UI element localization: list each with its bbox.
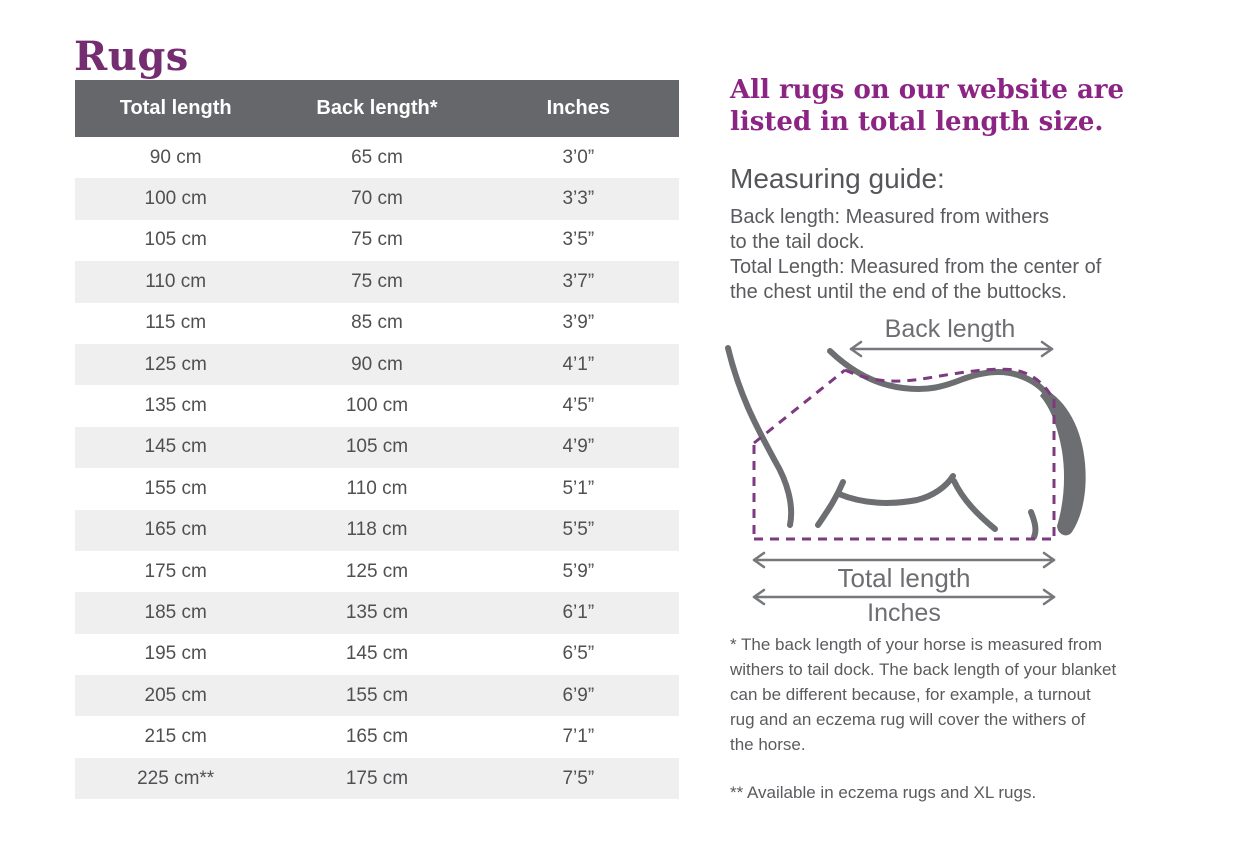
table-cell: 65 cm: [351, 146, 403, 168]
table-cell: 5’5”: [562, 519, 595, 541]
text-line: Total Length: Measured from the center of: [730, 256, 1102, 278]
back-length-arrow: [851, 342, 1052, 356]
table-row: [75, 261, 679, 302]
table-row: [75, 592, 679, 633]
table-cell: 125 cm: [144, 353, 207, 375]
table-cell: 135 cm: [144, 395, 207, 417]
table-cell: 105 cm: [345, 436, 409, 458]
column-header-inches: Inches: [546, 97, 610, 119]
column-header-total-length: Total length: [119, 97, 232, 119]
table-cell: 225 cm**: [137, 767, 215, 789]
table-cell: 70 cm: [351, 188, 403, 210]
table-cell: 7’5”: [562, 767, 595, 789]
footnote-back-length: [730, 632, 1170, 757]
table-cell: 6’5”: [562, 643, 595, 665]
table-row: [75, 675, 679, 716]
table-cell: 85 cm: [351, 312, 403, 334]
table-row: [75, 178, 679, 219]
table-cell: 3’9”: [562, 312, 595, 334]
horse-hind-leg-line: [954, 481, 995, 529]
horse-front-leg-line: [818, 482, 843, 525]
table-cell: 175 cm: [345, 767, 409, 789]
table-row: [75, 427, 679, 468]
horse-back-line: [830, 351, 1049, 397]
table-cell: 135 cm: [345, 601, 409, 623]
table-cell: 205 cm: [144, 684, 207, 706]
table-cell: 155 cm: [345, 684, 409, 706]
text-line: can be different because, for example, a turnout: [730, 685, 1091, 704]
table-header: [75, 80, 679, 137]
table-cell: 5’1”: [562, 477, 595, 499]
table-cell: 118 cm: [346, 519, 408, 541]
table-cell: 4’9”: [562, 436, 595, 458]
table-cell: 3’7”: [562, 270, 595, 292]
text-line: the chest until the end of the buttocks.: [730, 281, 1067, 303]
table-body: [75, 137, 679, 799]
table-cell: 195 cm: [144, 643, 207, 665]
table-cell: 155 cm: [144, 477, 207, 499]
page-title: Rugs: [74, 32, 189, 80]
table-row: [75, 716, 679, 757]
table-cell: 165 cm: [345, 726, 409, 748]
table-row: [75, 137, 679, 178]
table-cell: 6’1”: [562, 601, 595, 623]
table-cell: 115 cm: [145, 312, 207, 334]
table-cell: 3’5”: [562, 229, 595, 251]
table-cell: 4’1”: [562, 353, 595, 375]
table-row: [75, 634, 679, 675]
table-cell: 145 cm: [144, 436, 207, 458]
text-line: Back length: Measured from withers: [730, 206, 1050, 228]
table-row: [75, 468, 679, 509]
table-cell: 5’9”: [562, 560, 595, 582]
table-cell: 4’5”: [562, 395, 595, 417]
table-cell: 145 cm: [345, 643, 409, 665]
table-cell: 165 cm: [144, 519, 207, 541]
table-row: [75, 344, 679, 385]
table-row: [75, 758, 679, 799]
table-cell: 105 cm: [144, 229, 207, 251]
rug-chest-diagonal-dashed: [754, 370, 845, 443]
measuring-guide-title: Measuring guide:: [730, 163, 945, 194]
table-row: [75, 220, 679, 261]
table-cell: 110 cm: [346, 477, 408, 499]
column-header-back-length: Back length*: [316, 97, 438, 119]
table-cell: 7’1”: [562, 726, 595, 748]
footnote-availability: ** Available in eczema rugs and XL rugs.: [730, 783, 1037, 802]
horse-outline: [728, 348, 1049, 537]
table-row: [75, 303, 679, 344]
inches-label: Inches: [867, 599, 941, 627]
table-row: [75, 385, 679, 426]
text-line: rug and an eczema rug will cover the withers of: [730, 710, 1086, 729]
table-cell: 75 cm: [351, 229, 403, 251]
table-cell: 75 cm: [351, 270, 403, 292]
table-cell: 125 cm: [345, 560, 409, 582]
table-cell: 100 cm: [144, 188, 207, 210]
table-cell: 3’0”: [562, 146, 595, 168]
table-cell: 6’9”: [562, 684, 595, 706]
text-line: * The back length of your horse is measured from: [730, 635, 1102, 654]
table-cell: 90 cm: [149, 146, 202, 168]
table-row: [75, 551, 679, 592]
table-cell: 100 cm: [345, 395, 409, 417]
text-line: the horse.: [730, 735, 806, 754]
headline: All rugs on our website are listed in total length size.: [730, 75, 1125, 137]
table-cell: 90 cm: [351, 353, 403, 375]
horse-hind-pastern-line: [1031, 512, 1035, 537]
table-cell: 215 cm: [144, 726, 207, 748]
total-length-label: Total length: [837, 563, 971, 593]
text-line: withers to tail dock. The back length of your blanket: [730, 660, 1117, 679]
table-row: [75, 510, 679, 551]
table-cell: 185 cm: [144, 601, 207, 623]
text-line: to the tail dock.: [730, 231, 865, 253]
table-header-row: [75, 80, 679, 137]
back-length-label: Back length: [884, 315, 1016, 343]
table-cell: 110 cm: [145, 270, 207, 292]
rug-size-table: [75, 80, 679, 799]
measuring-guide-text: [730, 205, 1170, 305]
horse-neck-line: [728, 348, 791, 525]
horse-belly-line: [839, 476, 953, 503]
table-cell: 3’3”: [562, 188, 595, 210]
horse-tail-shape: [1040, 389, 1086, 535]
rug-outline-dashed: [754, 369, 1054, 539]
table-cell: 175 cm: [144, 560, 207, 582]
horse-measuring-diagram: [723, 313, 1143, 628]
